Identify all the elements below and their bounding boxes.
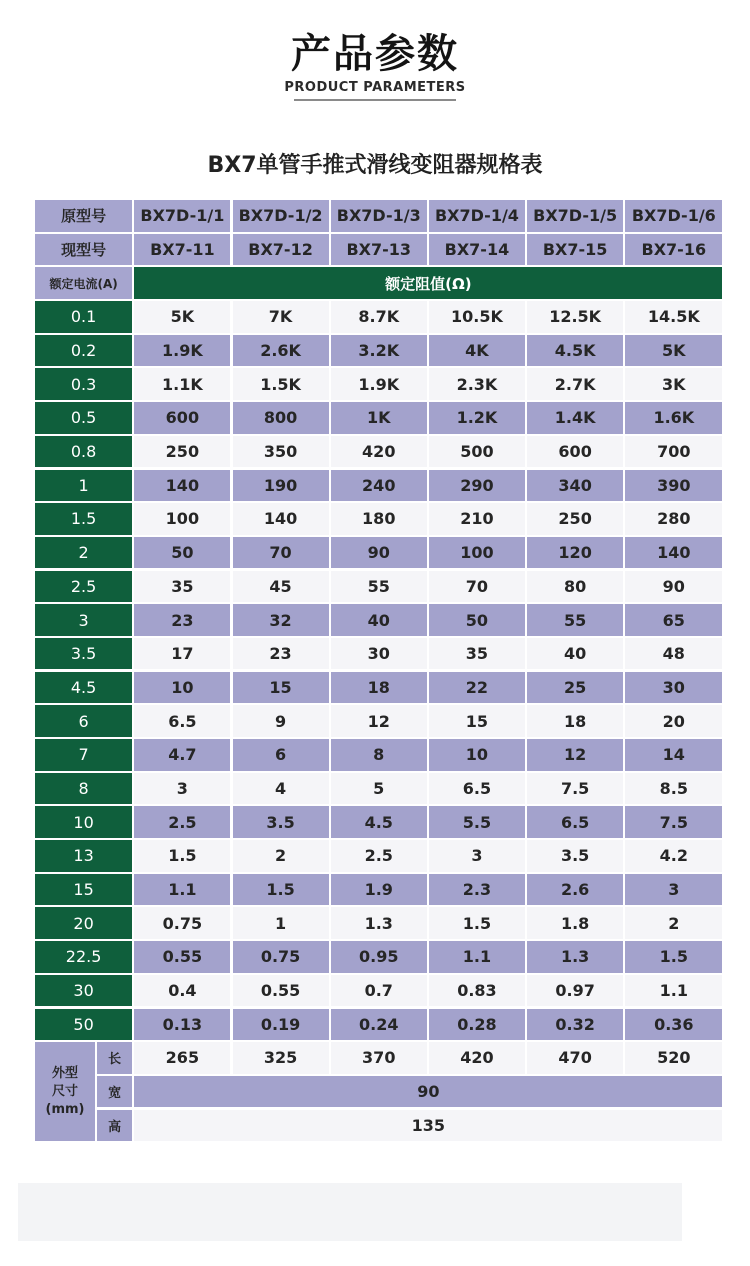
- resistance-cell: 8.5: [625, 773, 722, 805]
- resistance-cell: 0.75: [134, 907, 230, 939]
- resistance-cell: 1: [233, 907, 329, 939]
- resistance-cell: 0.83: [429, 975, 525, 1007]
- resistance-cell: 4K: [429, 335, 525, 367]
- resistance-cell: 180: [331, 503, 427, 535]
- current-cell: 13: [35, 840, 132, 872]
- resistance-cell: 1.1: [134, 874, 230, 906]
- resistance-cell: 1.5: [233, 874, 329, 906]
- current-cell: 0.8: [35, 436, 132, 468]
- resistance-cell: 1.4K: [527, 402, 623, 434]
- old-model-cell: BX7D-1/2: [233, 200, 329, 232]
- resistance-cell: 4: [233, 773, 329, 805]
- new-model-cell: BX7-12: [233, 234, 329, 266]
- resistance-cell: 3: [429, 840, 525, 872]
- resistance-cell: 1.5: [625, 941, 722, 973]
- resistance-cell: 280: [625, 503, 722, 535]
- title-underline: [294, 99, 456, 101]
- resistance-cell: 35: [429, 638, 525, 670]
- old-model-cell: BX7D-1/3: [331, 200, 427, 232]
- resistance-cell: 10: [134, 672, 230, 704]
- resistance-cell: 4.5: [331, 806, 427, 838]
- width-label: 宽: [97, 1076, 132, 1108]
- resistance-cell: 90: [625, 571, 722, 603]
- resistance-cell: 15: [233, 672, 329, 704]
- resistance-cell: 48: [625, 638, 722, 670]
- resistance-cell: 2.3: [429, 874, 525, 906]
- resistance-cell: 1.9K: [331, 368, 427, 400]
- resistance-cell: 40: [527, 638, 623, 670]
- current-cell: 2: [35, 537, 132, 569]
- page-title: 产品参数: [291, 31, 459, 77]
- resistance-cell: 5.5: [429, 806, 525, 838]
- resistance-cell: 14: [625, 739, 722, 771]
- current-cell: 10: [35, 806, 132, 838]
- resistance-cell: 8: [331, 739, 427, 771]
- resistance-cell: 1.1: [625, 975, 722, 1007]
- resistance-cell: 90: [331, 537, 427, 569]
- current-cell: 1.5: [35, 503, 132, 535]
- resistance-cell: 1.6K: [625, 402, 722, 434]
- rated-current-label: 额定电流(A): [35, 267, 132, 299]
- length-cell: 520: [625, 1042, 722, 1074]
- resistance-cell: 50: [429, 604, 525, 636]
- resistance-cell: 2: [625, 907, 722, 939]
- resistance-cell: 2.5: [134, 806, 230, 838]
- resistance-cell: 0.75: [233, 941, 329, 973]
- length-label: 长: [97, 1042, 132, 1074]
- current-cell: 6: [35, 705, 132, 737]
- current-cell: 3: [35, 604, 132, 636]
- resistance-cell: 1K: [331, 402, 427, 434]
- resistance-cell: 18: [527, 705, 623, 737]
- old-model-label: 原型号: [35, 200, 132, 232]
- resistance-cell: 0.97: [527, 975, 623, 1007]
- resistance-cell: 500: [429, 436, 525, 468]
- resistance-cell: 3: [625, 874, 722, 906]
- length-cell: 265: [134, 1042, 230, 1074]
- current-cell: 50: [35, 1009, 132, 1041]
- resistance-cell: 0.95: [331, 941, 427, 973]
- resistance-cell: 3.2K: [331, 335, 427, 367]
- resistance-cell: 18: [331, 672, 427, 704]
- resistance-cell: 6.5: [527, 806, 623, 838]
- resistance-cell: 17: [134, 638, 230, 670]
- resistance-cell: 1.3: [331, 907, 427, 939]
- resistance-cell: 55: [527, 604, 623, 636]
- resistance-cell: 25: [527, 672, 623, 704]
- bottom-band: [18, 1183, 682, 1241]
- new-model-cell: BX7-11: [134, 234, 230, 266]
- resistance-cell: 15: [429, 705, 525, 737]
- resistance-cell: 140: [233, 503, 329, 535]
- resistance-cell: 5K: [625, 335, 722, 367]
- length-cell: 470: [527, 1042, 623, 1074]
- resistance-cell: 3.5: [233, 806, 329, 838]
- resistance-cell: 9: [233, 705, 329, 737]
- dimensions-label: [35, 1042, 95, 1141]
- resistance-cell: 4.2: [625, 840, 722, 872]
- current-cell: 4.5: [35, 672, 132, 704]
- resistance-cell: 0.36: [625, 1009, 722, 1041]
- resistance-cell: 6: [233, 739, 329, 771]
- spec-table: [35, 200, 716, 1141]
- resistance-cell: 1.8: [527, 907, 623, 939]
- resistance-cell: 22: [429, 672, 525, 704]
- page-subtitle: PRODUCT PARAMETERS: [284, 80, 466, 95]
- resistance-cell: 0.13: [134, 1009, 230, 1041]
- resistance-cell: 20: [625, 705, 722, 737]
- resistance-cell: 2: [233, 840, 329, 872]
- resistance-cell: 12: [331, 705, 427, 737]
- resistance-cell: 23: [134, 604, 230, 636]
- resistance-cell: 7.5: [625, 806, 722, 838]
- resistance-cell: 2.6: [527, 874, 623, 906]
- resistance-cell: 2.5: [331, 840, 427, 872]
- resistance-cell: 2.7K: [527, 368, 623, 400]
- resistance-cell: 1.5K: [233, 368, 329, 400]
- resistance-cell: 140: [134, 470, 230, 502]
- resistance-cell: 0.19: [233, 1009, 329, 1041]
- resistance-cell: 2.3K: [429, 368, 525, 400]
- resistance-cell: 10.5K: [429, 301, 525, 333]
- resistance-cell: 350: [233, 436, 329, 468]
- length-cell: 420: [429, 1042, 525, 1074]
- resistance-cell: 0.32: [527, 1009, 623, 1041]
- old-model-cell: BX7D-1/6: [625, 200, 722, 232]
- resistance-cell: 390: [625, 470, 722, 502]
- resistance-cell: 14.5K: [625, 301, 722, 333]
- resistance-cell: 12.5K: [527, 301, 623, 333]
- resistance-cell: 65: [625, 604, 722, 636]
- resistance-cell: 190: [233, 470, 329, 502]
- resistance-cell: 3K: [625, 368, 722, 400]
- new-model-cell: BX7-16: [625, 234, 722, 266]
- resistance-cell: 7K: [233, 301, 329, 333]
- height-cell: 135: [134, 1110, 722, 1142]
- resistance-cell: 250: [527, 503, 623, 535]
- new-model-cell: BX7-15: [527, 234, 623, 266]
- resistance-cell: 1.9K: [134, 335, 230, 367]
- dimensions-label-line: 尺寸: [51, 1083, 78, 1099]
- current-cell: 1: [35, 470, 132, 502]
- resistance-cell: 1.3: [527, 941, 623, 973]
- resistance-cell: 40: [331, 604, 427, 636]
- new-model-label: 现型号: [35, 234, 132, 266]
- resistance-cell: 5K: [134, 301, 230, 333]
- table-title: BX7单管手推式滑线变阻器规格表: [207, 153, 543, 178]
- height-label: 高: [97, 1110, 132, 1142]
- resistance-cell: 2.6K: [233, 335, 329, 367]
- resistance-cell: 23: [233, 638, 329, 670]
- current-cell: 0.1: [35, 301, 132, 333]
- resistance-cell: 8.7K: [331, 301, 427, 333]
- resistance-cell: 0.4: [134, 975, 230, 1007]
- resistance-cell: 420: [331, 436, 427, 468]
- resistance-cell: 600: [134, 402, 230, 434]
- new-model-cell: BX7-13: [331, 234, 427, 266]
- current-cell: 2.5: [35, 571, 132, 603]
- resistance-cell: 100: [134, 503, 230, 535]
- resistance-cell: 3.5: [527, 840, 623, 872]
- resistance-cell: 4.5K: [527, 335, 623, 367]
- resistance-cell: 0.28: [429, 1009, 525, 1041]
- old-model-cell: BX7D-1/5: [527, 200, 623, 232]
- current-cell: 8: [35, 773, 132, 805]
- resistance-cell: 100: [429, 537, 525, 569]
- old-model-cell: BX7D-1/1: [134, 200, 230, 232]
- resistance-cell: 700: [625, 436, 722, 468]
- current-cell: 15: [35, 874, 132, 906]
- current-cell: 0.5: [35, 402, 132, 434]
- resistance-cell: 240: [331, 470, 427, 502]
- new-model-cell: BX7-14: [429, 234, 525, 266]
- resistance-cell: 1.1K: [134, 368, 230, 400]
- resistance-cell: 10: [429, 739, 525, 771]
- resistance-cell: 1.9: [331, 874, 427, 906]
- resistance-cell: 600: [527, 436, 623, 468]
- resistance-cell: 340: [527, 470, 623, 502]
- page-header: [0, 28, 750, 101]
- resistance-cell: 3: [134, 773, 230, 805]
- current-cell: 0.3: [35, 368, 132, 400]
- resistance-cell: 0.24: [331, 1009, 427, 1041]
- current-cell: 3.5: [35, 638, 132, 670]
- dimensions-label-line: 外型: [51, 1065, 78, 1081]
- resistance-cell: 55: [331, 571, 427, 603]
- resistance-cell: 30: [331, 638, 427, 670]
- resistance-cell: 1.5: [134, 840, 230, 872]
- width-cell: 90: [134, 1076, 722, 1108]
- current-cell: 0.2: [35, 335, 132, 367]
- resistance-cell: 6.5: [429, 773, 525, 805]
- resistance-cell: 800: [233, 402, 329, 434]
- resistance-cell: 7.5: [527, 773, 623, 805]
- resistance-cell: 4.7: [134, 739, 230, 771]
- resistance-cell: 80: [527, 571, 623, 603]
- resistance-cell: 5: [331, 773, 427, 805]
- length-cell: 370: [331, 1042, 427, 1074]
- current-cell: 22.5: [35, 941, 132, 973]
- resistance-cell: 210: [429, 503, 525, 535]
- current-cell: 30: [35, 975, 132, 1007]
- resistance-cell: 45: [233, 571, 329, 603]
- resistance-cell: 35: [134, 571, 230, 603]
- resistance-cell: 6.5: [134, 705, 230, 737]
- resistance-cell: 0.55: [134, 941, 230, 973]
- current-cell: 20: [35, 907, 132, 939]
- length-cell: 325: [233, 1042, 329, 1074]
- rated-resistance-header: 额定阻值(Ω): [134, 267, 722, 299]
- resistance-cell: 140: [625, 537, 722, 569]
- old-model-cell: BX7D-1/4: [429, 200, 525, 232]
- resistance-cell: 0.7: [331, 975, 427, 1007]
- resistance-cell: 1.1: [429, 941, 525, 973]
- resistance-cell: 30: [625, 672, 722, 704]
- dimensions-label-line: (mm): [45, 1101, 85, 1117]
- resistance-cell: 290: [429, 470, 525, 502]
- resistance-cell: 0.55: [233, 975, 329, 1007]
- resistance-cell: 1.2K: [429, 402, 525, 434]
- current-cell: 7: [35, 739, 132, 771]
- resistance-cell: 12: [527, 739, 623, 771]
- resistance-cell: 32: [233, 604, 329, 636]
- resistance-cell: 70: [429, 571, 525, 603]
- resistance-cell: 50: [134, 537, 230, 569]
- resistance-cell: 120: [527, 537, 623, 569]
- resistance-cell: 70: [233, 537, 329, 569]
- resistance-cell: 1.5: [429, 907, 525, 939]
- resistance-cell: 250: [134, 436, 230, 468]
